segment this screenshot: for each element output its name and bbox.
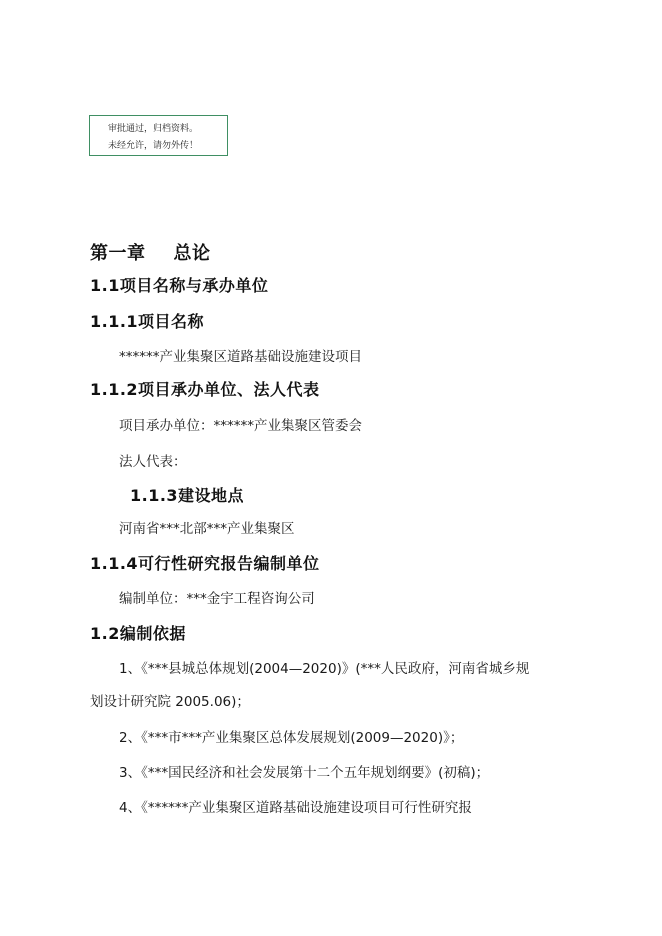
chapter-title: 总论	[173, 243, 211, 264]
section-heading-1-1-3: 1.1.3建设地点	[130, 486, 245, 505]
section-heading-1-2: 1.2编制依据	[90, 624, 186, 643]
section-heading-1-1-4: 1.1.4可行性研究报告编制单位	[90, 554, 320, 573]
basis-item-1-line-2: 划设计研究院 2005.06)；	[90, 694, 250, 710]
compiler-text: 编制单位：***金宇工程咨询公司	[119, 591, 315, 607]
chapter-heading	[90, 239, 211, 265]
basis-item-3: 3、《***国民经济和社会发展第十二个五年规划纲要》(初稿)；	[119, 765, 490, 781]
legal-representative-text: 法人代表：	[119, 454, 187, 470]
section-heading-1-1-1: 1.1.1项目名称	[90, 312, 205, 331]
project-name-text: ******产业集聚区道路基础设施建设项目	[119, 349, 362, 365]
stamp-line-1: 审批通过，归档资料。	[108, 124, 199, 134]
stamp-line-2: 未经允许，请勿外传！	[108, 141, 199, 151]
basis-item-1-line-1: 1、《***县城总体规划(2004—2020)》(***人民政府，河南省城乡规	[119, 661, 530, 677]
basis-item-2: 2、《***市***产业集聚区总体发展规划(2009—2020)》；	[119, 730, 464, 746]
chapter-number: 第一章	[90, 243, 146, 264]
section-heading-1-1-2: 1.1.2项目承办单位、法人代表	[90, 380, 320, 399]
location-text: 河南省***北部***产业集聚区	[119, 521, 295, 537]
approval-stamp	[89, 115, 228, 156]
section-heading-1-1: 1.1项目名称与承办单位	[90, 276, 269, 295]
basis-item-4: 4、《******产业集聚区道路基础设施建设项目可行性研究报	[119, 800, 472, 816]
organizer-text: 项目承办单位：******产业集聚区管委会	[119, 418, 362, 434]
